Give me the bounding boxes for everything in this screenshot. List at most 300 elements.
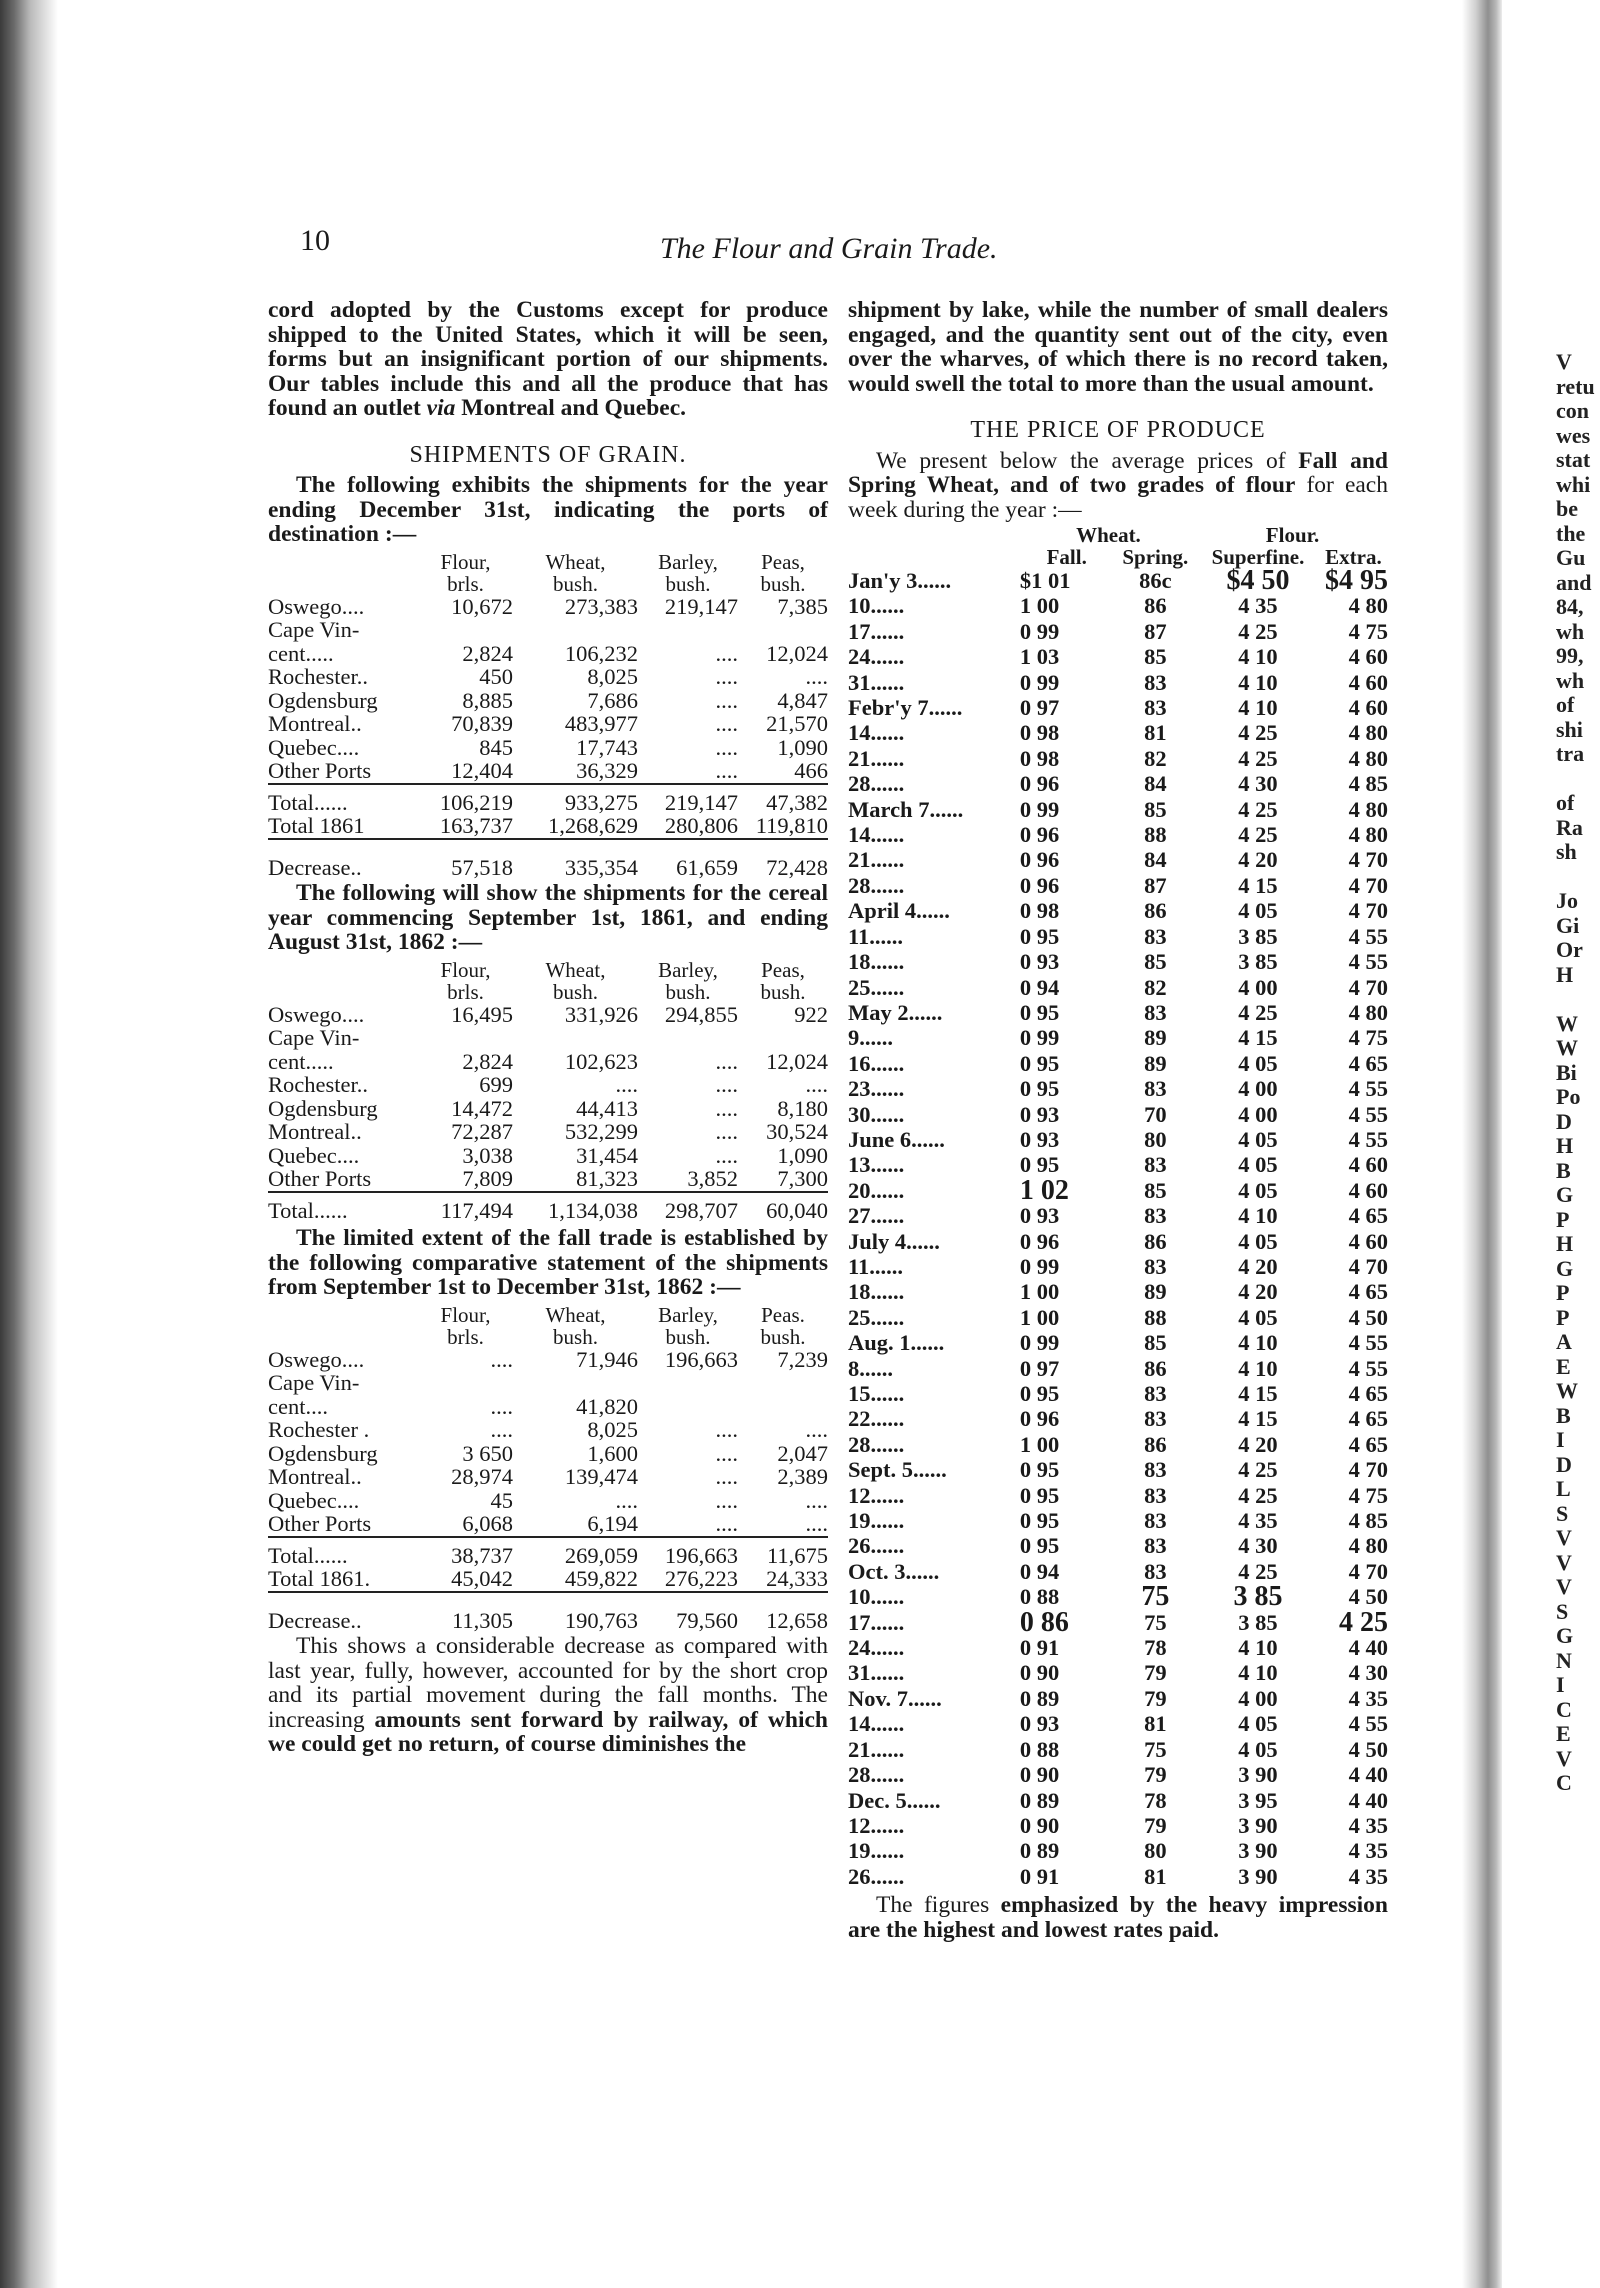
price-cell: 4 85 [1348,1508,1388,1534]
price-cell: 0 95 [1019,1050,1060,1076]
shipments-table-1862 [268,551,828,880]
value-cell: 2,824 [462,640,513,666]
adjacent-page-text: Po [1556,1085,1581,1109]
value-cell: 30,524 [766,1119,828,1144]
value-cell: .... [715,1417,738,1442]
rule-line [418,839,513,846]
price-cell: 4 60 [1348,1228,1388,1254]
adjacent-page-text: of [1556,693,1575,717]
week-date: 12...... [848,1812,905,1838]
price-cell: 83 [1144,1457,1167,1483]
week-date: 18...... [848,949,905,975]
week-date: 26...... [848,1533,905,1559]
price-cell: 4 05 [1238,1050,1278,1076]
column-unit: bush. [760,571,806,596]
price-cell: 4 15 [1238,1025,1278,1051]
price-cell: 4 20 [1238,1431,1278,1457]
adjacent-page-text: S [1556,1599,1569,1624]
price-cell: 0 96 [1019,771,1060,797]
price-row [848,1381,1388,1406]
value-cell: .... [715,1048,738,1074]
price-column-header: Fall. [1046,545,1087,569]
value-cell [638,1395,738,1419]
price-cell: 4 10 [1238,695,1278,721]
week-date: 31...... [848,669,905,695]
price-cell: 4 25 [1238,1558,1278,1584]
price-cell: 4 60 [1348,669,1388,695]
price-cell: 83 [1144,669,1167,695]
adjacent-page-text: H [1556,1232,1574,1256]
price-cell: 0 97 [1019,695,1060,721]
price-cell: 4 65 [1348,1050,1388,1076]
price-cell: 81 [1144,720,1167,746]
port-name: cent.... [268,1393,328,1419]
price-cell: 4 25 [1339,1606,1388,1638]
value-cell: 466 [794,758,828,783]
total-value: 219,147 [664,789,738,815]
value-cell: 699 [479,1072,513,1097]
week-date: 23...... [848,1076,905,1102]
price-row [848,1559,1388,1584]
value-cell: 36,329 [576,758,638,783]
price-cell: 85 [1144,644,1167,670]
value-cell: 21,570 [766,711,828,736]
adjacent-page-text: Bi [1556,1060,1577,1085]
port-name: Oswego.... [268,1001,365,1027]
adjacent-page-text: V [1556,1550,1572,1575]
value-cell: 8,025 [587,1417,638,1442]
rule-line [513,839,638,846]
value-cell: .... [805,664,828,689]
price-cell: 86c [1139,568,1172,593]
column-unit: bush. [553,979,598,1004]
adjacent-page-text [1556,767,1600,792]
column-unit: bush. [760,979,806,1004]
total-row [268,1199,828,1223]
price-cell: 4 55 [1348,1711,1388,1737]
column-unit: bush. [553,1324,598,1349]
value-cell: 483,977 [564,711,638,736]
price-heading: THE PRICE OF PRODUCE [970,417,1266,443]
value-cell: .... [715,1142,738,1168]
price-cell: 1 00 [1019,593,1060,619]
price-cell: 4 25 [1238,796,1278,822]
price-cell: 4 05 [1238,1711,1278,1737]
price-cell: 4 05 [1238,898,1278,924]
price-row [848,1788,1388,1813]
price-cell: 82 [1144,974,1167,1000]
price-row [848,1025,1388,1050]
adjacent-page-text: G [1556,1256,1574,1281]
price-cell: 0 99 [1019,1025,1060,1051]
price-cell: 0 98 [1019,898,1060,924]
price-cell: 3 90 [1238,1838,1278,1864]
value-cell [418,1026,513,1050]
column-header: Wheat, [545,549,606,574]
value-cell: 72,287 [451,1119,513,1144]
price-cell: 4 00 [1238,974,1278,1000]
price-cell: 4 70 [1348,1457,1388,1483]
price-cell: 0 89 [1019,1787,1060,1813]
price-row [848,1076,1388,1101]
decrease-row [268,1609,828,1633]
value-cell: 7,239 [777,1346,828,1372]
value-cell [638,1371,738,1395]
table-row [268,1050,828,1074]
table-row [268,665,828,689]
price-cell: 83 [1144,999,1167,1025]
price-table [848,524,1388,1889]
week-date: 19...... [848,1508,905,1534]
week-date: Sept. 5...... [848,1457,947,1483]
price-intro-bold: Fall and Spring Wheat, and of two grades of flour [848,447,1388,498]
price-row [848,1762,1388,1787]
price-cell: 0 93 [1019,1101,1060,1127]
price-cell: 83 [1144,1076,1167,1102]
table-rule [268,1537,828,1544]
shipments-table-fall-1862 [268,1304,828,1633]
value-cell: 41,820 [576,1393,638,1419]
price-cell: 4 30 [1348,1660,1388,1686]
price-cell: 3 90 [1238,1863,1278,1889]
table-header-row [268,1304,828,1326]
price-footnote-bold: emphasized by the heavy impression are the highest and lowest rates paid. [848,1892,1388,1943]
table-row [268,618,828,642]
adjacent-page-text: V [1556,1575,1572,1599]
price-cell: 0 95 [1019,1381,1060,1406]
total-value: 933,275 [564,789,638,815]
value-cell [738,1026,828,1050]
price-cell: 4 00 [1238,1076,1278,1102]
price-row [848,1051,1388,1076]
price-cell: 89 [1144,1050,1167,1076]
price-row [848,1102,1388,1127]
value-cell: 219,147 [664,593,738,619]
week-date: 21...... [848,847,905,873]
price-cell: 4 05 [1238,1177,1278,1203]
table-rule [268,784,828,791]
value-cell: 71,946 [576,1346,638,1372]
price-cell: 83 [1144,1482,1167,1508]
week-date: Nov. 7...... [848,1685,942,1711]
column-header: Flour, [440,1302,491,1327]
price-cell: 0 96 [1019,847,1060,873]
price-cell: 83 [1144,1406,1167,1432]
week-date: 10...... [848,593,905,619]
price-intro-text: We present below the average prices of [876,447,1299,474]
adjacent-page-text: of [1556,791,1575,815]
price-cell: 83 [1144,1203,1167,1229]
price-cell: 0 99 [1019,796,1060,822]
price-row [848,1635,1388,1660]
adjacent-page-text: G [1556,1183,1574,1207]
price-cell: 78 [1144,1635,1167,1661]
adjacent-page-text: L [1556,1477,1571,1501]
price-cell: 0 96 [1019,872,1060,898]
adjacent-page-text [1556,987,1600,1012]
price-row [848,593,1388,618]
value-cell [638,1026,738,1050]
price-cell: 3 85 [1238,949,1278,975]
price-cell: 4 75 [1348,618,1388,644]
adjacent-page-text: W [1556,1379,1578,1403]
value-cell: 28,974 [451,1464,513,1489]
price-cell: 81 [1144,1863,1167,1889]
price-cell: 3 90 [1238,1812,1278,1838]
price-cell: 4 60 [1348,695,1388,721]
week-date: 24...... [848,644,905,670]
week-date: 10...... [848,1584,905,1610]
price-cell: 4 10 [1238,669,1278,695]
adjacent-page-text: V [1556,1746,1572,1771]
price-row [848,619,1388,644]
price-cell: 4 75 [1348,1025,1388,1051]
price-cell: 0 86 [1019,1606,1069,1638]
value-cell [738,1395,828,1419]
decrease-label: Decrease.. [268,1607,362,1633]
price-cell: 4 55 [1348,949,1388,975]
price-cell: 4 85 [1348,771,1388,797]
value-cell: 106,232 [564,640,638,666]
table-row [268,1512,828,1537]
decrease-value: 57,518 [451,854,513,880]
price-cell: 0 88 [1019,1584,1060,1610]
price-cell: $4 50 [1226,565,1290,596]
port-name: Cape Vin- [268,1025,360,1050]
price-cell: 4 35 [1238,593,1278,619]
rule-spacer [268,1592,418,1599]
total-value: 276,223 [664,1566,738,1591]
total-value: 459,822 [564,1566,638,1591]
value-cell [638,618,738,642]
table-row [268,712,828,736]
value-cell: .... [805,1417,828,1442]
price-row [848,1178,1388,1203]
price-cell: 4 65 [1348,1406,1388,1432]
price-cell: 4 55 [1348,1330,1388,1356]
price-row [848,771,1388,796]
price-cell: 0 89 [1019,1838,1060,1864]
adjacent-page-text: W [1556,1011,1578,1036]
price-cell: 85 [1144,796,1167,822]
port-name: Rochester.. [268,1072,368,1097]
decrease-value: 61,659 [676,854,738,880]
value-cell: 102,623 [564,1048,638,1074]
price-cell: 4 25 [1238,745,1278,771]
value-cell: 2,389 [777,1464,828,1489]
total-value: 106,219 [439,789,513,815]
total-label: Total...... [268,1197,348,1223]
price-footnote-text: The figures [876,1892,1001,1919]
table-row [268,1003,828,1027]
value-cell: .... [715,1072,738,1097]
value-cell: .... [715,758,738,783]
column-unit: bush. [760,1324,806,1349]
price-intro [848,449,1388,523]
week-date: 19...... [848,1838,905,1864]
total-label: Total 1861 [268,813,365,838]
price-cell: 70 [1144,1101,1167,1127]
price-cell: 4 55 [1348,1101,1388,1127]
price-cell: 0 88 [1019,1736,1060,1762]
table-row [268,1026,828,1050]
decrease-row [268,856,828,880]
value-cell: 81,323 [576,1166,638,1191]
price-cell: 4 65 [1348,1203,1388,1229]
price-cell: 3 95 [1238,1787,1278,1813]
week-date: 12...... [848,1482,905,1508]
value-cell: 8,025 [587,664,638,689]
table-header-row [268,959,828,981]
value-cell [738,1371,828,1395]
week-date: 22...... [848,1406,905,1432]
page-binding-shadow [0,0,58,2288]
table-rule [268,839,828,846]
rule-line [418,1592,513,1599]
value-cell: 7,809 [462,1166,513,1191]
price-cell: 4 50 [1348,1304,1388,1330]
table-gap [268,846,828,856]
week-date: 28...... [848,1431,905,1457]
price-cell: 4 05 [1238,1228,1278,1254]
price-cell: $4 95 [1325,565,1388,596]
price-cell: 0 91 [1019,1863,1060,1889]
table-row [268,1120,828,1144]
value-cell: 14,472 [451,1095,513,1121]
price-cell: 4 50 [1348,1584,1388,1610]
value-cell: 331,926 [564,1001,638,1027]
rule-spacer [268,839,418,846]
price-cell: 4 10 [1238,1203,1278,1229]
shipments-heading: SHIPMENTS OF GRAIN. [409,441,687,468]
value-cell: 1,600 [587,1440,638,1466]
price-cell: 0 95 [1019,1457,1060,1483]
price-cell: 81 [1144,1711,1167,1737]
price-cell: 4 00 [1238,1101,1278,1127]
adjacent-page-text: wh [1556,668,1585,693]
header-spacer [268,551,418,573]
week-date: 11...... [848,923,904,949]
price-cell: 1 02 [1019,1174,1069,1206]
price-cell: 86 [1144,1228,1167,1254]
total-label: Total...... [268,1542,348,1568]
cereal-year-intro: The following will show the shipments for the cereal year commencing September 1st, 1861, and ending August 31st, 1862 :— [268,880,828,955]
price-cell: 83 [1144,1533,1167,1559]
price-cell: 0 94 [1019,1558,1060,1584]
price-row [848,1838,1388,1863]
price-cell: 4 10 [1238,1355,1278,1381]
header-spacer [268,981,418,1003]
price-row [848,1686,1388,1711]
port-name: Quebec.... [268,1487,360,1513]
price-row [848,949,1388,974]
price-cell: 4 60 [1348,644,1388,670]
table-rule [268,1592,828,1599]
value-cell: 196,663 [664,1346,738,1372]
price-cell: 88 [1144,822,1167,848]
price-row [848,1330,1388,1355]
rule-line [513,1592,638,1599]
week-date: June 6...... [848,1126,945,1152]
value-cell: .... [805,1511,828,1536]
price-cell: 0 95 [1019,1076,1060,1102]
price-cell: 0 99 [1019,1253,1060,1279]
price-cell: 3 85 [1238,923,1278,949]
decrease-value: 11,305 [451,1607,513,1633]
rule-line [638,1592,738,1599]
week-date: April 4...... [848,898,950,924]
price-cell: 4 05 [1238,1736,1278,1762]
column-unit: brls. [447,571,484,596]
total-value: 24,333 [766,1566,828,1591]
value-cell: .... [805,1487,828,1513]
price-cell: 4 55 [1348,1126,1388,1152]
price-row [848,746,1388,771]
price-cell: 1 00 [1019,1431,1060,1457]
value-cell: 12,404 [451,758,513,783]
adjacent-page-text: and [1556,570,1592,595]
total-label: Total...... [268,789,348,815]
week-date: 13...... [848,1152,905,1178]
page-gutter-shadow [1462,0,1502,2288]
header-spacer [848,524,1020,546]
adjacent-page-text: retu [1556,374,1595,399]
price-cell: 0 90 [1019,1660,1060,1686]
column-header: Barley, [658,1302,718,1327]
price-cell: 4 55 [1348,923,1388,949]
adjacent-page-text: G [1556,1624,1574,1648]
price-cell: 84 [1144,771,1167,797]
table-row [268,642,828,666]
value-cell: .... [715,734,738,760]
adjacent-page-text: shi [1556,717,1583,742]
week-date: 25...... [848,1304,905,1330]
week-date: 28...... [848,872,905,898]
right-column [848,298,1388,1942]
adjacent-page-text: sh [1556,840,1577,864]
price-cell: 0 95 [1019,999,1060,1025]
adjacent-page-text: P [1556,1305,1570,1330]
adjacent-page-text: 99, [1556,644,1584,668]
value-cell: 2,824 [462,1048,513,1074]
value-cell: 12,024 [766,1048,828,1074]
week-date: 27...... [848,1203,905,1229]
value-cell: 3,852 [687,1166,738,1191]
price-cell: 4 40 [1348,1635,1388,1661]
column-header: Peas, [761,957,805,982]
port-name: Quebec.... [268,734,360,760]
price-cell: 4 35 [1348,1863,1388,1889]
column-unit: bush. [665,571,711,596]
price-row [848,1000,1388,1025]
port-name: Cape Vin- [268,617,360,642]
price-cell: 4 35 [1348,1838,1388,1864]
price-row [848,1864,1388,1889]
port-name: Rochester.. [268,664,368,689]
price-cell: 86 [1144,898,1167,924]
price-cell: 83 [1144,1508,1167,1534]
price-row [848,1457,1388,1482]
running-title: The Flour and Grain Trade. [660,232,998,265]
price-row [848,568,1388,593]
price-row [848,1660,1388,1685]
price-cell: 0 93 [1019,1203,1060,1229]
price-cell: 0 95 [1019,1533,1060,1559]
adjacent-page-text: be [1556,497,1578,521]
adjacent-page-text: Or [1556,938,1583,962]
price-cell: 1 03 [1019,644,1060,670]
fall-trade-intro: The limited extent of the fall trade is established by the following comparative statement of the shipments from September 1st to December 31st, 1862 :— [268,1225,828,1300]
